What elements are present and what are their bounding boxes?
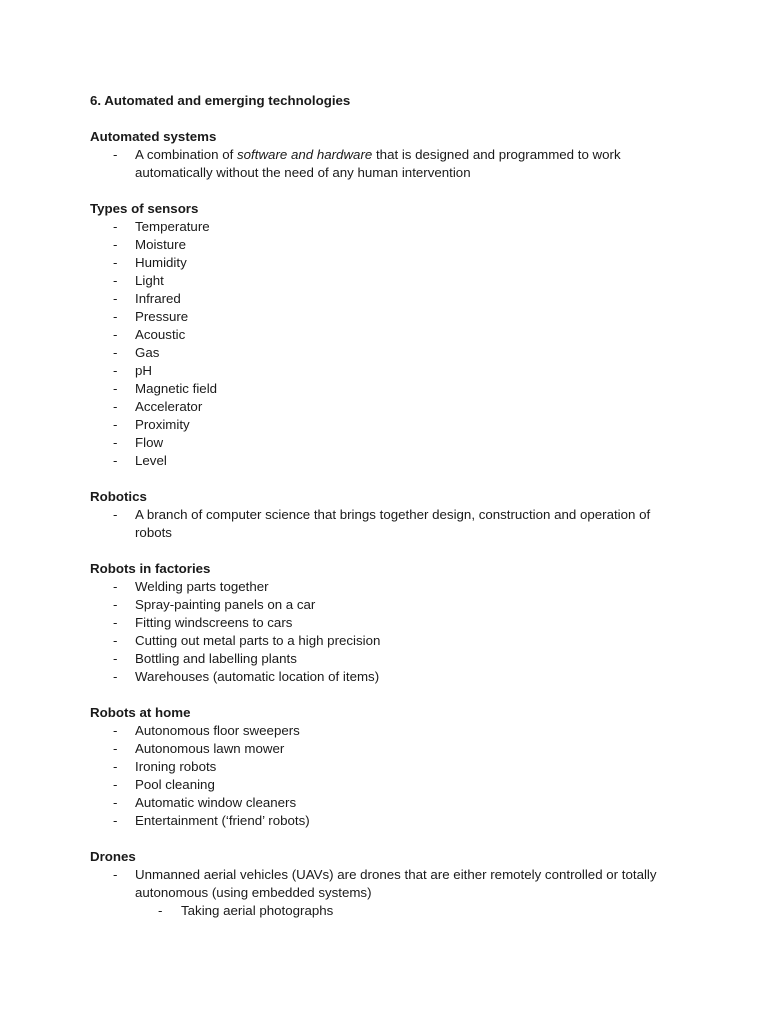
section-drones <box>90 848 680 920</box>
home-list <box>90 722 680 830</box>
section-heading-sensors: Types of sensors <box>90 201 199 216</box>
list-item <box>90 146 680 182</box>
list-item: - Accelerator <box>90 398 680 416</box>
list-item: - Magnetic field <box>90 380 680 398</box>
document-page <box>90 92 680 938</box>
drones-sub-list <box>90 902 680 920</box>
section-automated-systems <box>90 128 680 182</box>
section-sensors <box>90 200 680 470</box>
list-item: - Proximity <box>90 416 680 434</box>
section-heading-home: Robots at home <box>90 705 191 720</box>
sub-list-item: - Taking aerial photographs <box>90 902 680 920</box>
drones-list <box>90 866 680 902</box>
list-item-text-suffix: that is designed and programmed to work automatically without the need of any human intervention <box>135 147 621 180</box>
list-item: - Entertainment (‘friend’ robots) <box>90 812 680 830</box>
list-item: - Unmanned aerial vehicles (UAVs) are drones that are either remotely controlled or totally autonomous (using embedded systems) <box>90 866 680 902</box>
automated-systems-list <box>90 146 680 182</box>
list-item: - Acoustic <box>90 326 680 344</box>
section-home <box>90 704 680 830</box>
list-item: - Temperature <box>90 218 680 236</box>
list-item: - Warehouses (automatic location of items) <box>90 668 680 686</box>
sensors-list <box>90 218 680 470</box>
list-item-text-italic: software and hardware <box>237 147 373 162</box>
section-heading-drones: Drones <box>90 849 136 864</box>
list-item: - Spray-painting panels on a car <box>90 596 680 614</box>
list-item: - Light <box>90 272 680 290</box>
list-item: - Autonomous floor sweepers <box>90 722 680 740</box>
list-item: - Welding parts together <box>90 578 680 596</box>
list-item: - Pressure <box>90 308 680 326</box>
robotics-list <box>90 506 680 542</box>
list-item-text-prefix: A combination of <box>135 147 238 162</box>
page-title: 6. Automated and emerging technologies <box>90 93 351 108</box>
section-heading-factories: Robots in factories <box>90 561 211 576</box>
list-item: - Humidity <box>90 254 680 272</box>
list-item: - Gas <box>90 344 680 362</box>
list-item: - Ironing robots <box>90 758 680 776</box>
list-item: - Automatic window cleaners <box>90 794 680 812</box>
list-item: - Level <box>90 452 680 470</box>
list-item: - Autonomous lawn mower <box>90 740 680 758</box>
list-item: - Bottling and labelling plants <box>90 650 680 668</box>
section-robotics <box>90 488 680 542</box>
list-item: - A branch of computer science that brings together design, construction and operation of robots <box>90 506 680 542</box>
section-heading-robotics: Robotics <box>90 489 147 504</box>
factories-list <box>90 578 680 686</box>
list-item: - Flow <box>90 434 680 452</box>
list-item: - Fitting windscreens to cars <box>90 614 680 632</box>
list-item: - pH <box>90 362 680 380</box>
list-item: - Infrared <box>90 290 680 308</box>
section-factories <box>90 560 680 686</box>
section-heading-automated-systems: Automated systems <box>90 129 217 144</box>
list-item: - Cutting out metal parts to a high precision <box>90 632 680 650</box>
list-item: - Moisture <box>90 236 680 254</box>
list-item: - Pool cleaning <box>90 776 680 794</box>
